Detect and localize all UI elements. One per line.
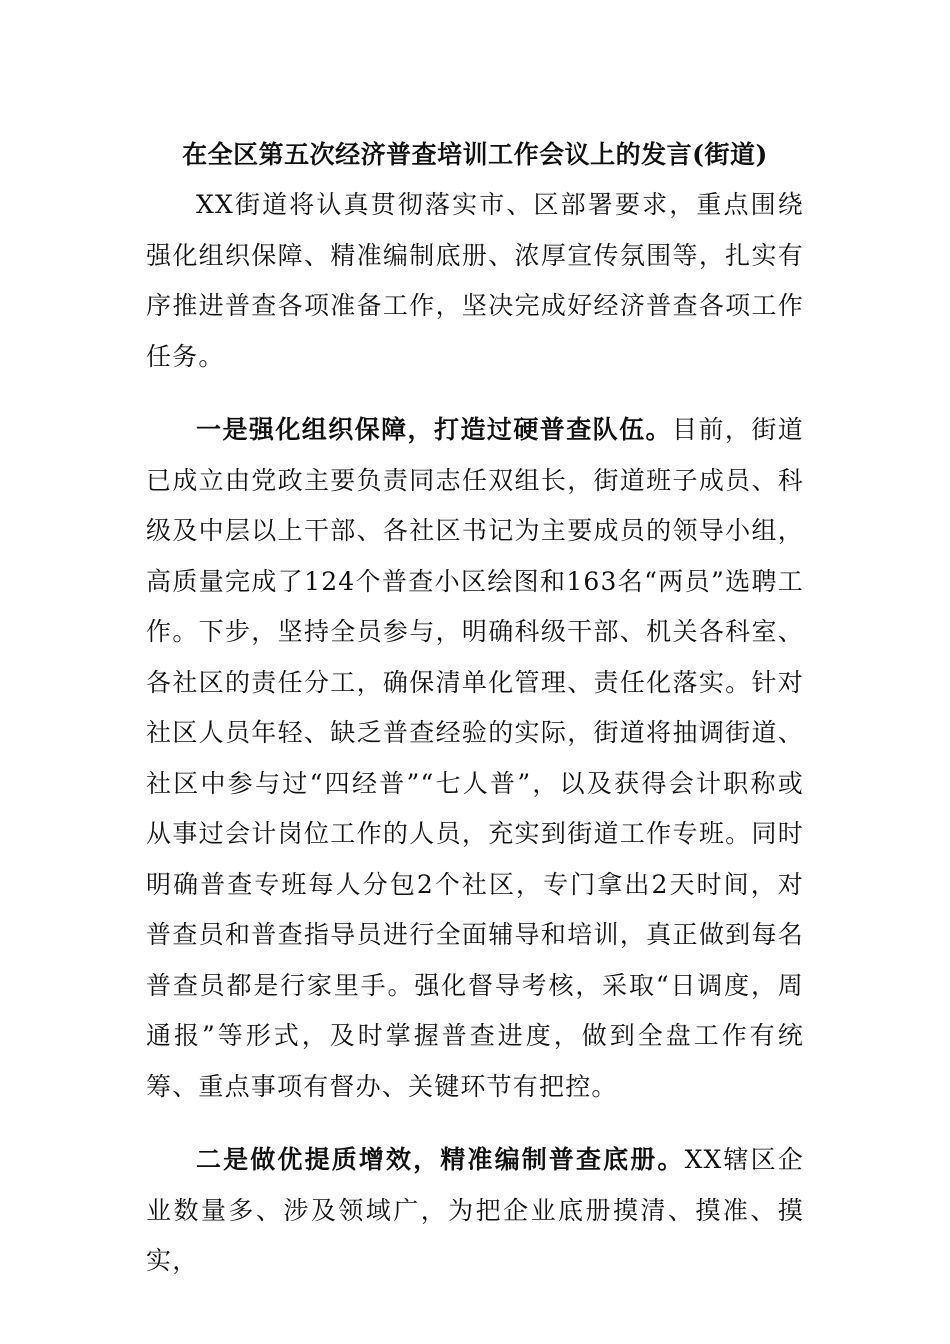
intro-paragraph: XX街道将认真贯彻落实市、区部署要求，重点围绕强化组织保障、精准编制底册、浓厚宣传氛围等，扎实有序推进普查各项准备工作，坚决完成好经济普查各项工作任务。	[146, 190, 804, 371]
section-heading-1: 一是强化组织保障，打造过硬普查队伍。	[196, 415, 672, 444]
section-body-2: XX辖区企业数量多、涉及领域广，为把企业底册摸清、摸准、摸实，	[146, 1145, 804, 1275]
section-paragraph-2	[146, 1135, 804, 1287]
document-title: 在全区第五次经济普查培训工作会议上的发言(街道)	[182, 140, 768, 169]
section-paragraph-1	[146, 405, 804, 1112]
section-heading-2: 二是做优提质增效，精准编制普查底册。	[196, 1145, 685, 1174]
document-body	[146, 180, 804, 1287]
section-body-1: 目前，街道已成立由党政主要负责同志任双组长，街道班子成员、科级及中层以上干部、各社区书记为主要成员的领导小组，高质量完成了124个普查小区绘图和163名“两员”选聘工作。下步，坚持全员参与，明确科级干部、机关各科室、各社区的责任分工，确保清单化管理、责任化落实。针对社区人员年轻、缺乏普查经验的实际，街道将抽调街道、社区中参与过“四经普”“七人普”，以及获得会计职称或从事过会计岗位工作的人员，充实到街道工作专班。同时明确普查专班每人分包2个社区，专门拿出2天时间，对普查员和普查指导员进行全面辅导和培训，真正做到每名普查员都是行家里手。强化督导考核，采取“日调度，周通报”等形式，及时掌握普查进度，做到全盘工作有统筹、重点事项有督办、关键环节有把控。	[146, 415, 804, 1101]
